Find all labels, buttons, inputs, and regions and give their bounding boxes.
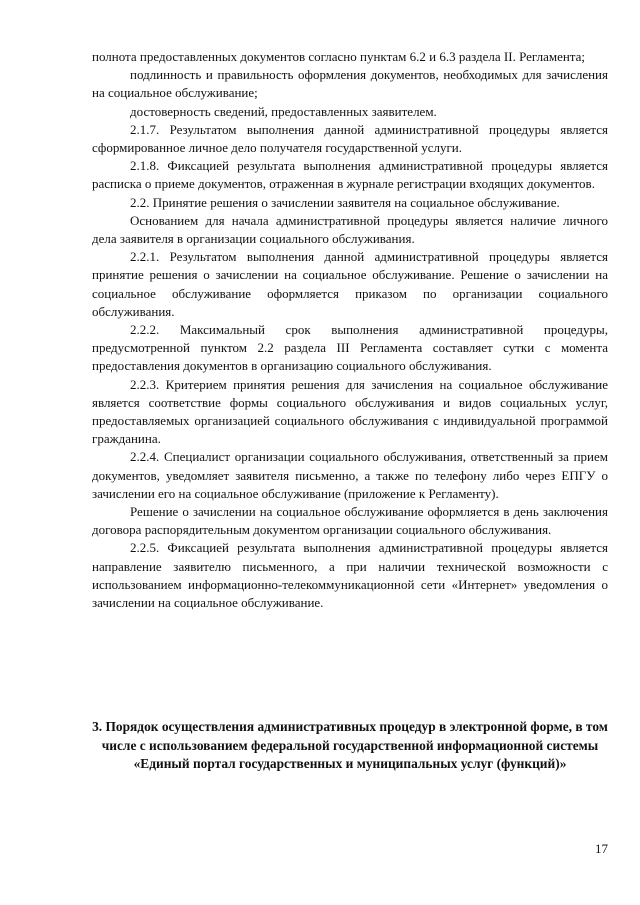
paragraph: Решение о зачислении на социальное обслуживание оформляется в день заключения договора распорядительным документом организации социального обслуживания.: [92, 504, 608, 538]
paragraph: 2.2.1. Результатом выполнения данной административной процедуры является принятие решения о зачислении на социальное обслуживание. Решение о зачислении на социальное обслуживание оформляется приказом по организации социального обслуживания.: [92, 249, 608, 319]
paragraph: подлинность и правильность оформления документов, необходимых для зачисления на социальное обслуживание;: [92, 67, 608, 101]
body-text: [92, 48, 608, 612]
paragraph: 2.1.8. Фиксацией результата выполнения административной процедуры является расписка о приеме документов, отраженная в журнале регистрации входящих документов.: [92, 158, 608, 192]
paragraph: Основанием для начала административной процедуры является наличие личного дела заявителя в организации социального обслуживания.: [92, 212, 608, 247]
paragraph: 2.2. Принятие решения о зачислении заявителя на социальное обслуживание.: [130, 194, 560, 210]
section-heading: 3. Порядок осуществления административных процедур в электронной форме, в том числе с использованием федеральной государственной информационной системы «Единый портал государственных и муниципальных услуг (функций)»: [92, 719, 608, 771]
paragraph: 2.2.4. Специалист организации социального обслуживания, ответственный за прием документов, уведомляет заявителя письменно, а также по телефону либо через ЕПГУ о зачислении его на социальное обслуживание (приложение к Регламенту).: [92, 449, 608, 501]
paragraph: 2.2.3. Критерием принятия решения для зачисления на социальное обслуживание является соответствие формы социального обслуживания и видов социальных услуг, предоставляемых организацией социального обслуживания с индивидуальной программой гражданина.: [92, 376, 608, 447]
paragraph: полнота предоставленных документов согласно пунктам 6.2 и 6.3 раздела II. Регламента;: [92, 49, 586, 64]
page-number: 17: [595, 841, 608, 856]
paragraph: 2.2.5. Фиксацией результата выполнения административной процедуры является направление заявителю письменного, а при наличии технической возможности с использованием информационно-телекоммуникационной сети «Интернет» уведомления о зачислении на социальное обслуживание.: [92, 540, 608, 611]
paragraph: достоверность сведений, предоставленных заявителем.: [130, 103, 437, 119]
paragraph: 2.1.7. Результатом выполнения данной административной процедуры является сформированное личное дело получателя государственной услуги.: [92, 121, 608, 156]
paragraph: 2.2.2. Максимальный срок выполнения административной процедуры, предусмотренной пунктом 2.2 раздела III Регламента составляет сутки с момента предоставления документов в организацию социального обслуживания.: [92, 322, 608, 374]
